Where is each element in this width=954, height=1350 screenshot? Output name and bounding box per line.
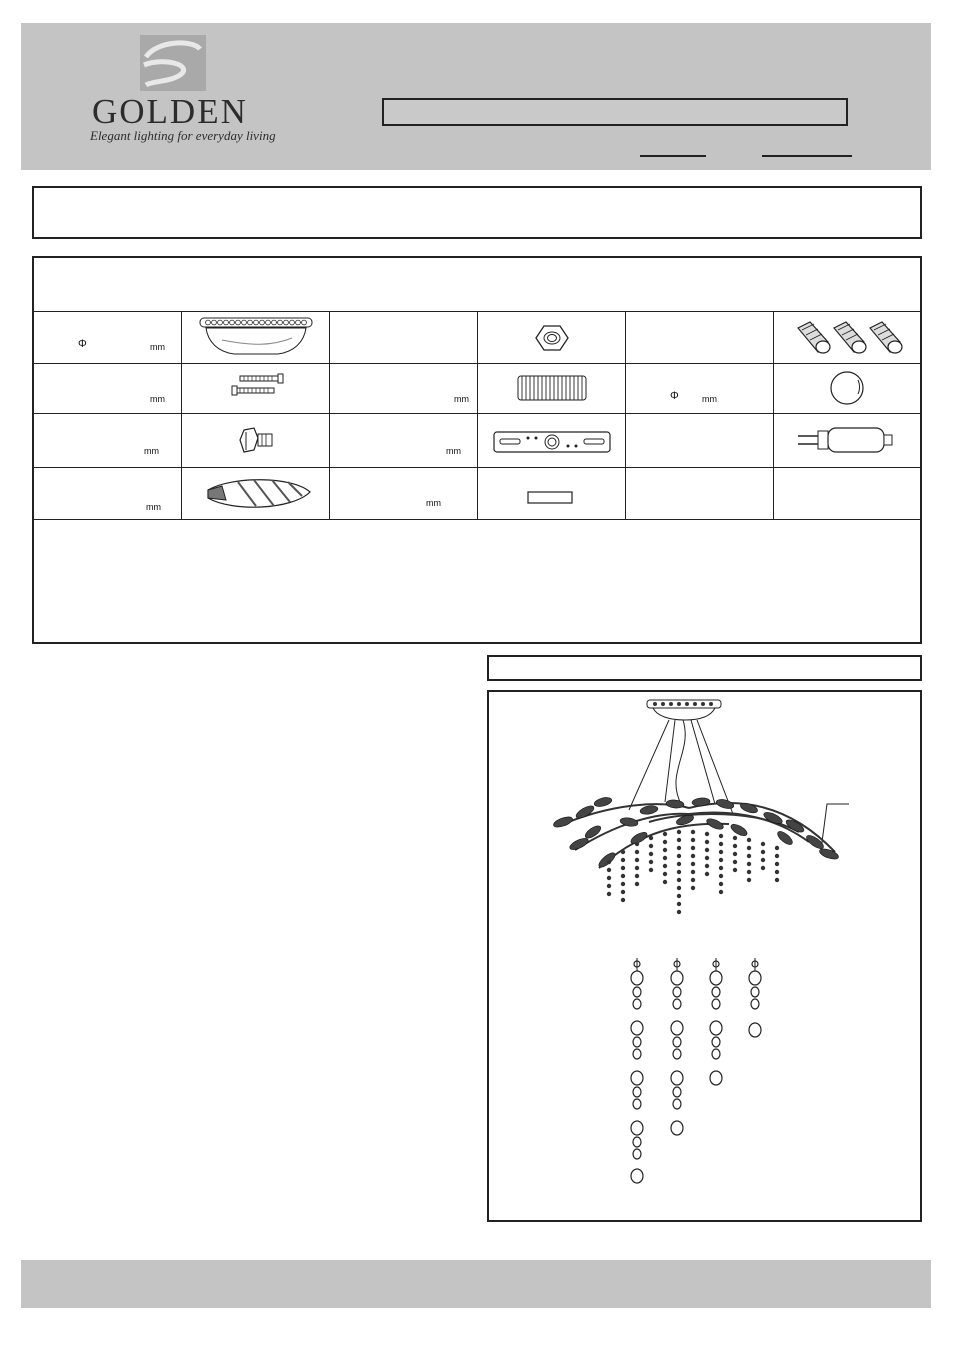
part-image-cell <box>478 468 626 520</box>
mounting-bracket-icon <box>478 414 626 468</box>
diameter-symbol: Φ <box>78 338 87 350</box>
bulb-icon <box>774 414 920 468</box>
notice-box <box>32 186 922 239</box>
unit-label: mm <box>454 394 469 404</box>
part-image-cell <box>182 414 330 468</box>
parts-table-header <box>34 258 920 312</box>
part-image-cell <box>774 468 920 520</box>
part-label-cell <box>34 364 182 414</box>
field-underline-2 <box>762 155 852 157</box>
unit-label: mm <box>150 342 165 352</box>
parts-notes <box>34 520 920 642</box>
part-label-cell <box>626 312 774 364</box>
diagram-title-bar <box>487 655 922 681</box>
parts-table <box>32 256 922 644</box>
threaded-pipe-icon <box>478 364 626 414</box>
unit-label: mm <box>426 498 441 508</box>
footer-band <box>21 1260 931 1308</box>
crystal-strands <box>631 961 761 1183</box>
unit-label: mm <box>144 446 159 456</box>
part-image-cell <box>774 364 920 414</box>
part-image-cell <box>182 364 330 414</box>
bolt-icon <box>182 414 330 468</box>
screws-icon <box>182 364 330 414</box>
canopy-icon <box>182 312 330 364</box>
part-image-cell <box>774 312 920 364</box>
brand-tagline: Elegant lighting for everyday living <box>90 128 276 143</box>
part-image-cell <box>182 312 330 364</box>
unit-label: mm <box>702 394 717 404</box>
hex-nut-icon <box>478 312 626 364</box>
brand-name: GOLDEN <box>92 92 248 131</box>
part-image-cell <box>478 364 626 414</box>
part-image-cell <box>774 414 920 468</box>
part-label-cell <box>330 312 478 364</box>
wire-nut-icon <box>774 312 920 364</box>
part-image-cell <box>478 312 626 364</box>
part-image-cell <box>182 468 330 520</box>
title-box <box>382 98 848 126</box>
part-label-cell <box>34 468 182 520</box>
chandelier-illustration <box>489 692 920 1220</box>
field-underline-1 <box>640 155 706 157</box>
golden-s-logo-icon <box>140 35 206 91</box>
part-label-cell <box>626 364 774 414</box>
rectangle-plate-icon <box>478 468 626 520</box>
part-label-cell <box>626 414 774 468</box>
unit-label: mm <box>146 502 161 512</box>
part-label-cell <box>330 414 478 468</box>
unit-label: mm <box>150 394 165 404</box>
part-label-cell <box>330 364 478 414</box>
diagram-panel <box>487 690 922 1222</box>
part-image-cell <box>478 414 626 468</box>
part-label-cell <box>626 468 774 520</box>
leaf-icon <box>182 468 330 520</box>
part-label-cell <box>34 312 182 364</box>
diameter-symbol: Φ <box>670 390 679 402</box>
part-label-cell <box>330 468 478 520</box>
unit-label: mm <box>446 446 461 456</box>
glass-ball-icon <box>774 364 920 414</box>
part-label-cell <box>34 414 182 468</box>
